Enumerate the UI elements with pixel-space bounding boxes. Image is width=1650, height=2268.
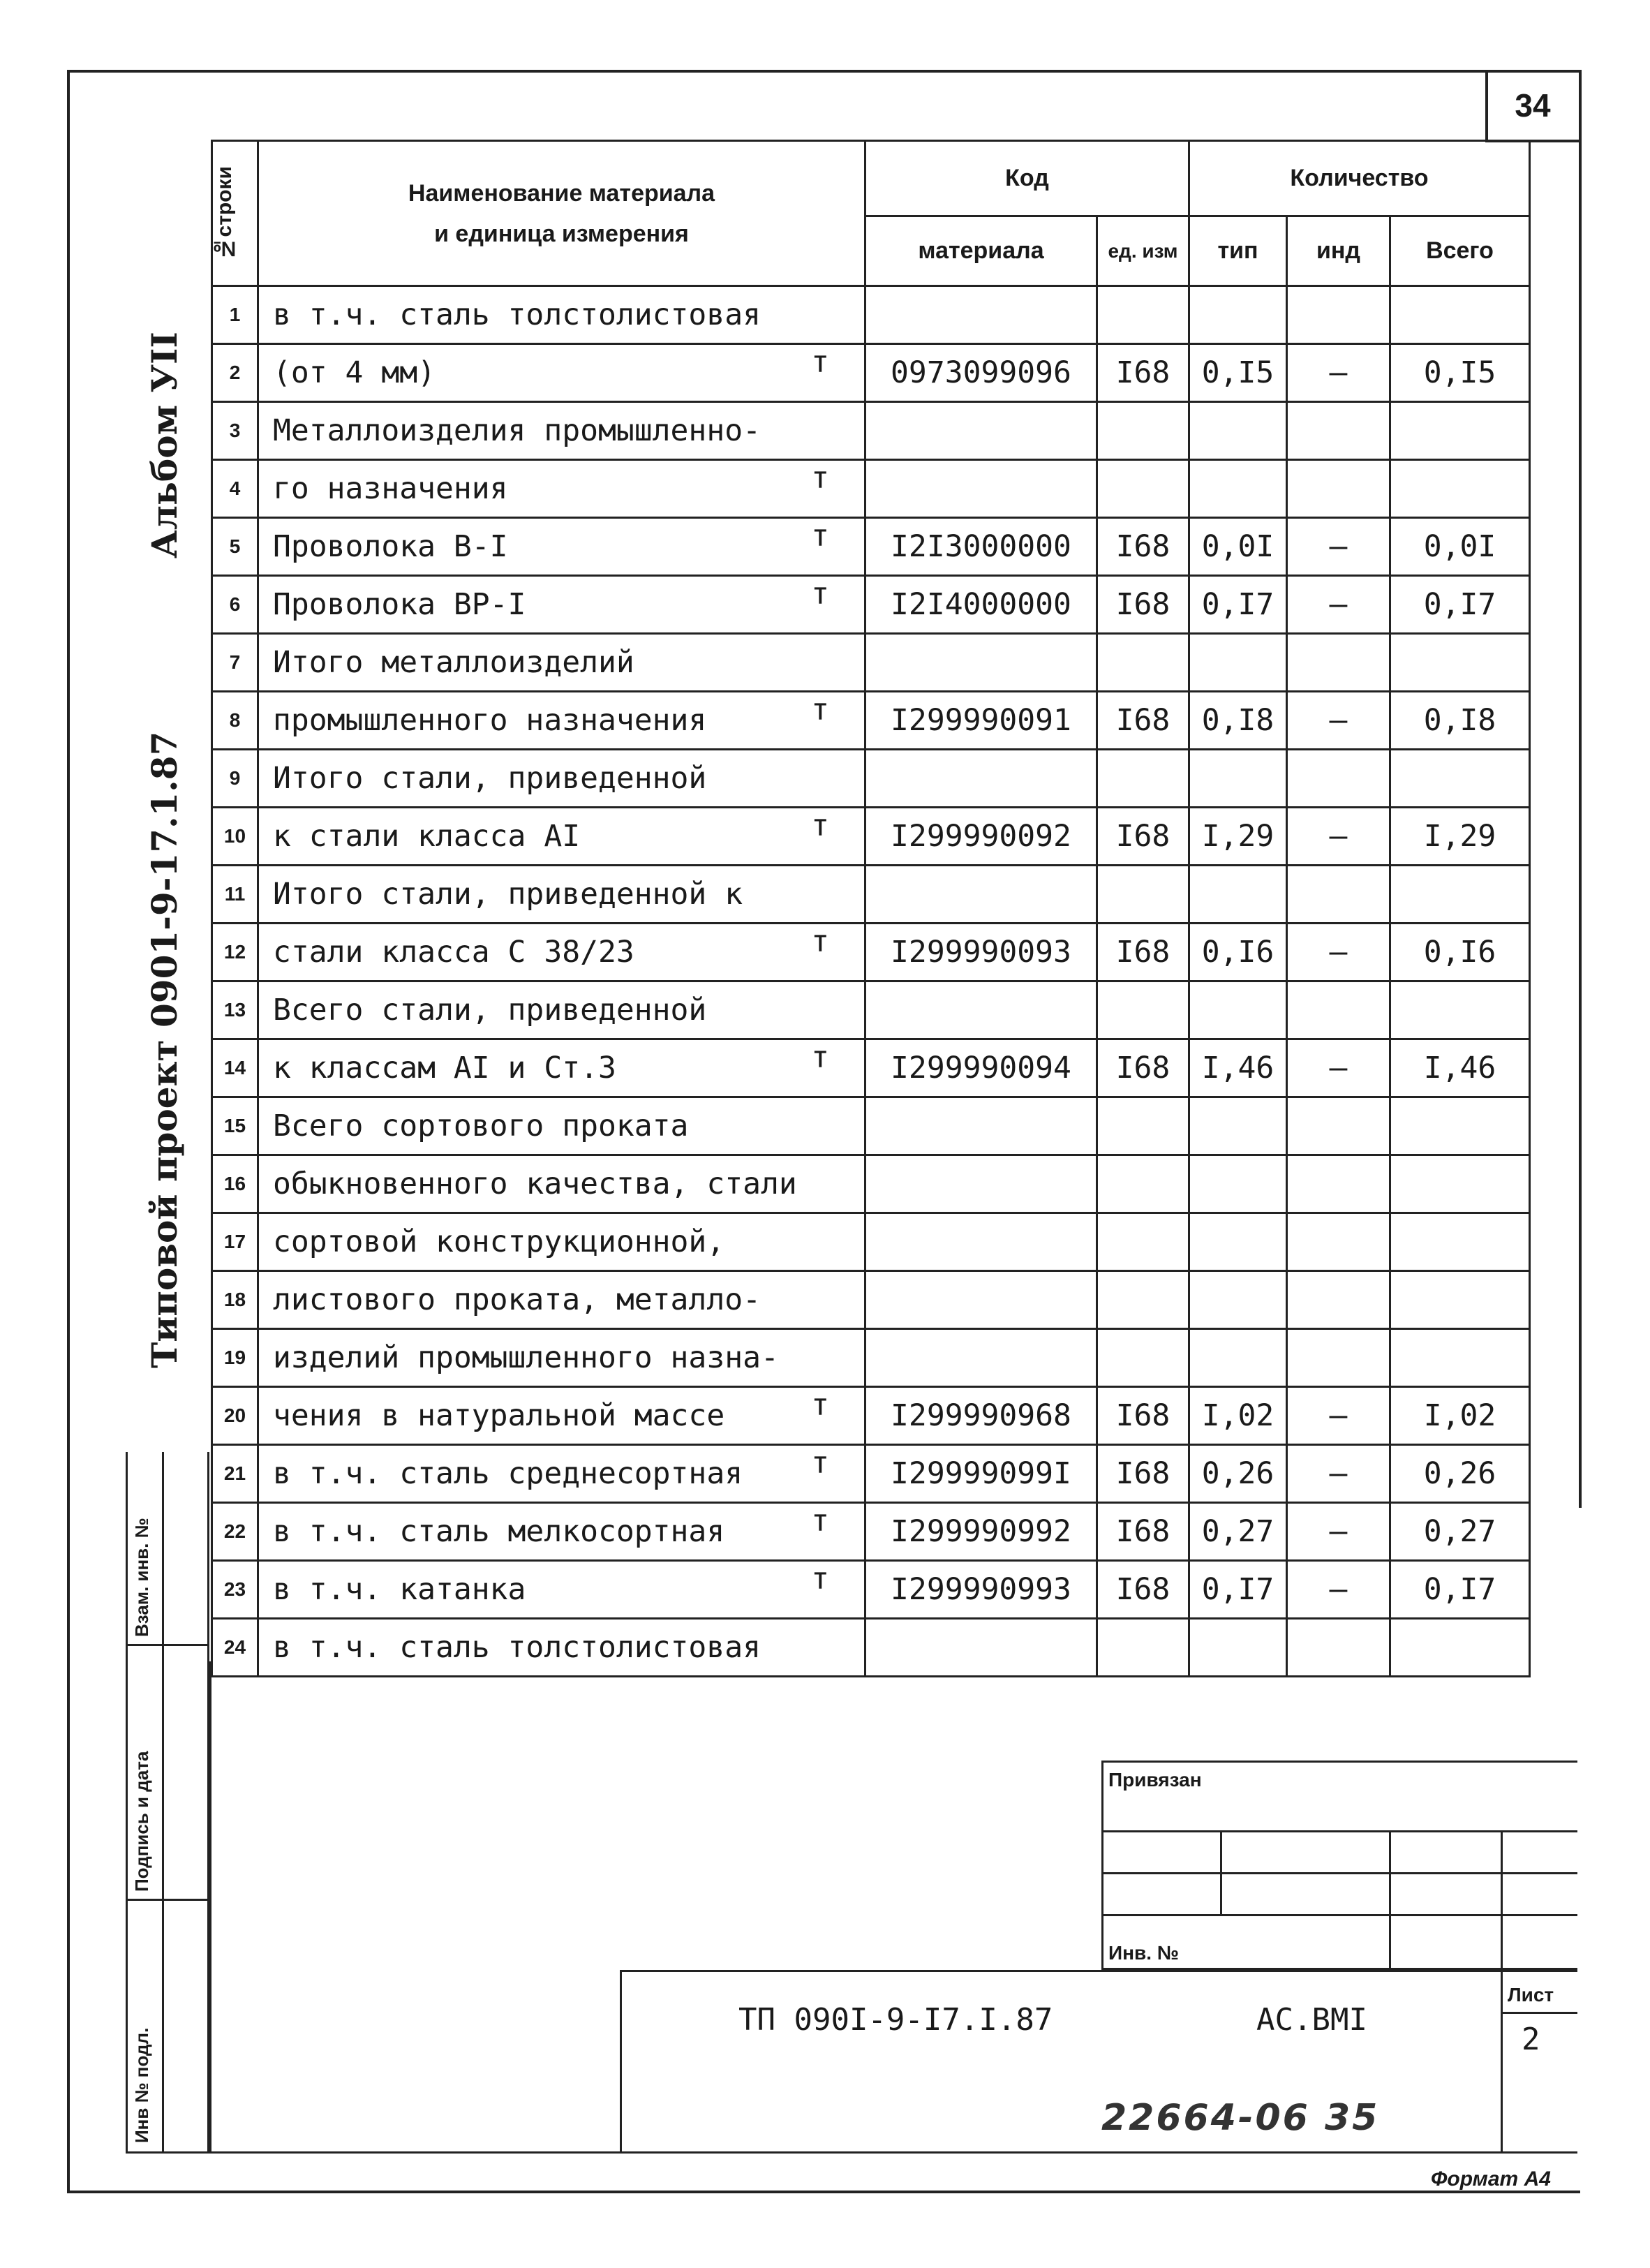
rownum-header: №строки xyxy=(212,141,258,286)
qty-total-cell xyxy=(1390,402,1530,460)
row-number-cell: 18 xyxy=(212,1271,258,1329)
qty-type-cell xyxy=(1189,866,1287,924)
material-name-cell xyxy=(258,634,865,692)
material-code-cell: I2I3000000 xyxy=(865,518,1097,576)
doc-code: ТП 090I-9-I7.I.87 xyxy=(738,2002,1053,2038)
material-code-cell: I299990968 xyxy=(865,1387,1097,1445)
qty-total-cell xyxy=(1390,286,1530,344)
frame-bottom-border xyxy=(67,2191,1580,2193)
material-code-cell xyxy=(865,1155,1097,1213)
material-name-text: чения в натуральной массе xyxy=(273,1398,725,1433)
qty-total-cell: I,02 xyxy=(1390,1387,1530,1445)
unit-code-cell: I68 xyxy=(1097,1387,1189,1445)
row-number-cell: 10 xyxy=(212,808,258,866)
material-code-cell: I299990092 xyxy=(865,808,1097,866)
unit-code-cell: I68 xyxy=(1097,1561,1189,1619)
material-code-cell: I299990992 xyxy=(865,1503,1097,1561)
qty-type-cell: I,29 xyxy=(1189,808,1287,866)
qty-ind-cell xyxy=(1287,981,1390,1039)
material-name-cell xyxy=(258,1329,865,1387)
qty-total-cell xyxy=(1390,1619,1530,1677)
qty-type-cell xyxy=(1189,402,1287,460)
material-name-text: листового проката, металло- xyxy=(273,1282,761,1317)
qty-ind-cell xyxy=(1287,750,1390,808)
qty-type-cell: 0,I7 xyxy=(1189,576,1287,634)
material-name-cell xyxy=(258,1445,865,1503)
qty-type-cell: 0,27 xyxy=(1189,1503,1287,1561)
qty-type-cell: 0,I6 xyxy=(1189,924,1287,981)
material-code-cell: I299990094 xyxy=(865,1039,1097,1097)
qty-ind-cell: – xyxy=(1287,1039,1390,1097)
material-name-cell xyxy=(258,808,865,866)
qty-total-cell xyxy=(1390,460,1530,518)
qty-ind-cell: – xyxy=(1287,692,1390,750)
materials-table xyxy=(211,140,1531,1677)
row-number-cell: 1 xyxy=(212,286,258,344)
table-row xyxy=(212,1097,1530,1155)
row-number-cell: 4 xyxy=(212,460,258,518)
qty-ind-cell xyxy=(1287,460,1390,518)
row-number-cell: 14 xyxy=(212,1039,258,1097)
table-row xyxy=(212,1445,1530,1503)
table-row xyxy=(212,750,1530,808)
qty-type-cell xyxy=(1189,460,1287,518)
qty-ind-header: инд xyxy=(1287,216,1390,286)
qty-total-cell: I,46 xyxy=(1390,1039,1530,1097)
material-code-cell: I299990093 xyxy=(865,924,1097,981)
qty-total-cell: 0,26 xyxy=(1390,1445,1530,1503)
table-row xyxy=(212,1503,1530,1561)
material-code-cell xyxy=(865,981,1097,1039)
qty-ind-cell xyxy=(1287,402,1390,460)
material-code-cell xyxy=(865,286,1097,344)
table-row xyxy=(212,286,1530,344)
material-name-cell xyxy=(258,1271,865,1329)
qty-type-header: тип xyxy=(1189,216,1287,286)
row-number-cell: 12 xyxy=(212,924,258,981)
qty-total-cell: 0,0I xyxy=(1390,518,1530,576)
unit-code-cell: I68 xyxy=(1097,576,1189,634)
material-name-text: в т.ч. катанка xyxy=(273,1572,526,1607)
bound-vline-2 xyxy=(1389,1830,1391,1970)
material-name-text: Металлоизделия промышленно- xyxy=(273,413,761,448)
qty-total-cell: 0,27 xyxy=(1390,1503,1530,1561)
qty-ind-cell: – xyxy=(1287,518,1390,576)
table-row xyxy=(212,344,1530,402)
row-number-cell: 2 xyxy=(212,344,258,402)
qty-ind-cell xyxy=(1287,1271,1390,1329)
unit-mark: т xyxy=(811,1562,829,1596)
unit-code-cell xyxy=(1097,402,1189,460)
qty-total-cell xyxy=(1390,1329,1530,1387)
row-number-cell: 21 xyxy=(212,1445,258,1503)
stamp-divider-2 xyxy=(126,1899,209,1901)
material-name-cell xyxy=(258,518,865,576)
material-code-cell xyxy=(865,634,1097,692)
doc-mark: АС.ВМI xyxy=(1256,2002,1367,2038)
bound-line-1 xyxy=(1101,1830,1577,1832)
qty-ind-cell: – xyxy=(1287,924,1390,981)
qty-total-cell xyxy=(1390,1213,1530,1271)
unit-code-cell xyxy=(1097,634,1189,692)
table-row xyxy=(212,1271,1530,1329)
title-block xyxy=(620,1970,1577,2153)
unit-code-cell: I68 xyxy=(1097,924,1189,981)
qty-total-cell: 0,I6 xyxy=(1390,924,1530,981)
material-name-cell xyxy=(258,344,865,402)
table-row xyxy=(212,1619,1530,1677)
material-name-cell xyxy=(258,460,865,518)
material-name-text: промышленного назначения xyxy=(273,703,707,738)
unit-code-cell xyxy=(1097,1097,1189,1155)
qty-ind-cell: – xyxy=(1287,1561,1390,1619)
material-name-text: стали класса С 38/23 xyxy=(273,935,634,970)
unit-code-cell xyxy=(1097,1271,1189,1329)
qty-type-cell xyxy=(1189,981,1287,1039)
qty-total-header: Всего xyxy=(1390,216,1530,286)
side-title-album: Альбом УII xyxy=(144,332,185,558)
qty-type-cell xyxy=(1189,1155,1287,1213)
code-group-header: Код xyxy=(865,141,1189,216)
sheet-label: Лист xyxy=(1508,1984,1554,2006)
material-name-cell xyxy=(258,750,865,808)
table-row xyxy=(212,924,1530,981)
quantity-group-header: Количество xyxy=(1189,141,1530,216)
code-material-header: материала xyxy=(865,216,1097,286)
unit-code-cell: I68 xyxy=(1097,1445,1189,1503)
material-name-cell xyxy=(258,1039,865,1097)
material-name-text: Проволока ВР-I xyxy=(273,587,526,622)
stamp-divider-1 xyxy=(126,1644,209,1646)
material-name-text: Итого стали, приведенной к xyxy=(273,877,743,912)
bound-block xyxy=(1101,1761,1577,1970)
handwritten-number: 22664-06 35 xyxy=(1101,2097,1380,2139)
qty-type-cell xyxy=(1189,1329,1287,1387)
unit-code-cell xyxy=(1097,1619,1189,1677)
qty-ind-cell: – xyxy=(1287,1503,1390,1561)
material-name-text: сортовой конструкционной, xyxy=(273,1224,725,1259)
material-name-text: изделий промышленного назна- xyxy=(273,1340,779,1375)
unit-code-cell: I68 xyxy=(1097,1039,1189,1097)
row-number-cell: 6 xyxy=(212,576,258,634)
qty-total-cell: 0,I5 xyxy=(1390,344,1530,402)
material-name-cell xyxy=(258,402,865,460)
unit-mark: т xyxy=(811,461,829,496)
qty-type-cell xyxy=(1189,1619,1287,1677)
qty-ind-cell xyxy=(1287,866,1390,924)
material-code-cell xyxy=(865,460,1097,518)
qty-ind-cell xyxy=(1287,1213,1390,1271)
sheet-hline xyxy=(1501,2012,1577,2014)
material-name-text: к классам АI и Ст.3 xyxy=(273,1051,616,1085)
material-name-text: Проволока В-I xyxy=(273,529,508,564)
qty-type-cell xyxy=(1189,750,1287,808)
row-number-cell: 19 xyxy=(212,1329,258,1387)
qty-type-cell xyxy=(1189,286,1287,344)
table-row xyxy=(212,518,1530,576)
unit-code-cell: I68 xyxy=(1097,518,1189,576)
material-code-cell xyxy=(865,1619,1097,1677)
qty-type-cell: 0,26 xyxy=(1189,1445,1287,1503)
unit-code-cell: I68 xyxy=(1097,692,1189,750)
row-number-cell: 16 xyxy=(212,1155,258,1213)
material-code-cell: 0973099096 xyxy=(865,344,1097,402)
qty-ind-cell xyxy=(1287,1155,1390,1213)
qty-total-cell xyxy=(1390,981,1530,1039)
material-name-cell xyxy=(258,924,865,981)
table-row xyxy=(212,634,1530,692)
material-name-cell xyxy=(258,1619,865,1677)
qty-ind-cell xyxy=(1287,1097,1390,1155)
row-number-cell: 13 xyxy=(212,981,258,1039)
material-code-cell xyxy=(865,1329,1097,1387)
table-row xyxy=(212,808,1530,866)
qty-total-cell xyxy=(1390,1097,1530,1155)
table-row xyxy=(212,692,1530,750)
material-name-cell xyxy=(258,692,865,750)
unit-code-cell xyxy=(1097,1213,1189,1271)
table-row xyxy=(212,576,1530,634)
unit-code-cell xyxy=(1097,460,1189,518)
unit-mark: т xyxy=(811,1388,829,1423)
unit-mark: т xyxy=(811,808,829,843)
table-row xyxy=(212,866,1530,924)
code-unit-header: ед. изм xyxy=(1097,216,1189,286)
qty-total-cell xyxy=(1390,1155,1530,1213)
unit-code-cell: I68 xyxy=(1097,344,1189,402)
qty-type-cell: I,02 xyxy=(1189,1387,1287,1445)
material-name-cell xyxy=(258,1387,865,1445)
material-name-text: в т.ч. сталь толстолистовая xyxy=(273,297,761,332)
unit-code-cell: I68 xyxy=(1097,1503,1189,1561)
bound-label: Привязан xyxy=(1108,1769,1202,1791)
stamp-sign-date: Подпись и дата xyxy=(131,1751,152,1892)
row-number-cell: 8 xyxy=(212,692,258,750)
unit-mark: т xyxy=(811,924,829,959)
material-name-text: в т.ч. сталь среднесортная xyxy=(273,1456,743,1491)
qty-ind-cell xyxy=(1287,634,1390,692)
material-name-cell xyxy=(258,1097,865,1155)
row-number-cell: 11 xyxy=(212,866,258,924)
unit-code-cell: I68 xyxy=(1097,808,1189,866)
material-name-cell xyxy=(258,1155,865,1213)
material-name-cell xyxy=(258,286,865,344)
qty-total-cell: 0,I7 xyxy=(1390,576,1530,634)
row-number-cell: 5 xyxy=(212,518,258,576)
qty-type-cell: 0,I7 xyxy=(1189,1561,1287,1619)
qty-type-cell: 0,I5 xyxy=(1189,344,1287,402)
format-label: Формат А4 xyxy=(1431,2167,1551,2191)
bound-vline-1 xyxy=(1220,1830,1222,1915)
inv-label: Инв. № xyxy=(1108,1942,1180,1964)
unit-mark: т xyxy=(811,519,829,554)
qty-ind-cell: – xyxy=(1287,808,1390,866)
drawing-left-line xyxy=(209,1661,211,2154)
table-row xyxy=(212,1561,1530,1619)
row-number-cell: 3 xyxy=(212,402,258,460)
page-number: 34 xyxy=(1515,87,1551,124)
qty-type-cell: 0,I8 xyxy=(1189,692,1287,750)
material-name-text: обыкновенного качества, стали xyxy=(273,1166,797,1201)
stamp-inv-orig: Инв № подл. xyxy=(131,2027,152,2143)
material-name-text: в т.ч. сталь толстолистовая xyxy=(273,1630,761,1665)
material-code-cell: I299990091 xyxy=(865,692,1097,750)
unit-mark: т xyxy=(811,577,829,612)
table-row xyxy=(212,1155,1530,1213)
frame-left-border xyxy=(67,70,70,2193)
stamp-inner-line xyxy=(162,1452,164,2154)
unit-mark: т xyxy=(811,692,829,727)
material-code-cell xyxy=(865,1271,1097,1329)
material-code-cell xyxy=(865,1097,1097,1155)
unit-mark: т xyxy=(811,1040,829,1075)
qty-type-cell xyxy=(1189,1213,1287,1271)
qty-total-cell xyxy=(1390,750,1530,808)
unit-code-cell xyxy=(1097,866,1189,924)
unit-code-cell xyxy=(1097,286,1189,344)
qty-type-cell: I,46 xyxy=(1189,1039,1287,1097)
row-number-cell: 7 xyxy=(212,634,258,692)
qty-type-cell xyxy=(1189,634,1287,692)
table-row xyxy=(212,1387,1530,1445)
material-name-text: го назначения xyxy=(273,471,508,506)
row-number-cell: 9 xyxy=(212,750,258,808)
bound-line-3 xyxy=(1101,1914,1577,1916)
qty-total-cell xyxy=(1390,1271,1530,1329)
material-code-cell xyxy=(865,750,1097,808)
qty-ind-cell: – xyxy=(1287,1445,1390,1503)
unit-mark: т xyxy=(811,1446,829,1481)
unit-mark: т xyxy=(811,1504,829,1539)
row-number-cell: 24 xyxy=(212,1619,258,1677)
unit-code-cell xyxy=(1097,750,1189,808)
table-row xyxy=(212,1039,1530,1097)
unit-code-cell xyxy=(1097,1155,1189,1213)
qty-total-cell: 0,I8 xyxy=(1390,692,1530,750)
stamp-replace-inv: Взам. инв. № xyxy=(131,1518,152,1637)
sheet-number: 2 xyxy=(1522,2022,1540,2057)
name-header: Наименование материала и единица измерения xyxy=(258,141,865,286)
qty-type-cell xyxy=(1189,1097,1287,1155)
row-number-cell: 22 xyxy=(212,1503,258,1561)
qty-ind-cell: – xyxy=(1287,1387,1390,1445)
material-name-text: (от 4 мм) xyxy=(273,355,436,390)
row-number-cell: 23 xyxy=(212,1561,258,1619)
unit-code-cell xyxy=(1097,981,1189,1039)
table-row xyxy=(212,1329,1530,1387)
material-code-cell: I29999099I xyxy=(865,1445,1097,1503)
material-code-cell xyxy=(865,866,1097,924)
qty-type-cell: 0,0I xyxy=(1189,518,1287,576)
material-code-cell: I299990993 xyxy=(865,1561,1097,1619)
material-code-cell: I2I4000000 xyxy=(865,576,1097,634)
unit-code-cell xyxy=(1097,1329,1189,1387)
row-number-cell: 17 xyxy=(212,1213,258,1271)
material-name-text: Итого стали, приведенной xyxy=(273,761,707,796)
material-name-text: Итого металлоизделий xyxy=(273,645,634,680)
qty-total-cell xyxy=(1390,634,1530,692)
table-row xyxy=(212,1213,1530,1271)
row-number-cell: 15 xyxy=(212,1097,258,1155)
qty-type-cell xyxy=(1189,1271,1287,1329)
material-name-cell xyxy=(258,576,865,634)
frame-top-border xyxy=(67,70,1580,73)
qty-ind-cell: – xyxy=(1287,344,1390,402)
qty-ind-cell xyxy=(1287,1329,1390,1387)
qty-total-cell: I,29 xyxy=(1390,808,1530,866)
qty-ind-cell xyxy=(1287,286,1390,344)
material-name-cell xyxy=(258,1503,865,1561)
material-name-cell xyxy=(258,866,865,924)
qty-total-cell: 0,I7 xyxy=(1390,1561,1530,1619)
table-row xyxy=(212,402,1530,460)
unit-mark: т xyxy=(811,345,829,380)
material-code-cell xyxy=(865,1213,1097,1271)
material-name-text: к стали класса АI xyxy=(273,819,581,854)
material-name-cell xyxy=(258,1561,865,1619)
qty-ind-cell: – xyxy=(1287,576,1390,634)
table-row xyxy=(212,460,1530,518)
qty-ind-cell xyxy=(1287,1619,1390,1677)
bound-line-2 xyxy=(1101,1872,1577,1874)
qty-total-cell xyxy=(1390,866,1530,924)
material-name-text: Всего стали, приведенной xyxy=(273,993,707,1028)
material-name-text: в т.ч. сталь мелкосортная xyxy=(273,1514,725,1549)
frame-right-border xyxy=(1579,70,1582,1508)
side-title-project: Типовой проект 0901-9-17.1.87 xyxy=(144,731,185,1368)
bound-vline-3 xyxy=(1501,1830,1503,1970)
material-name-cell xyxy=(258,1213,865,1271)
table-row xyxy=(212,981,1530,1039)
material-name-cell xyxy=(258,981,865,1039)
material-code-cell xyxy=(865,402,1097,460)
material-name-text: Всего сортового проката xyxy=(273,1109,689,1143)
sheet-vline xyxy=(1501,1970,1503,2153)
row-number-cell: 20 xyxy=(212,1387,258,1445)
